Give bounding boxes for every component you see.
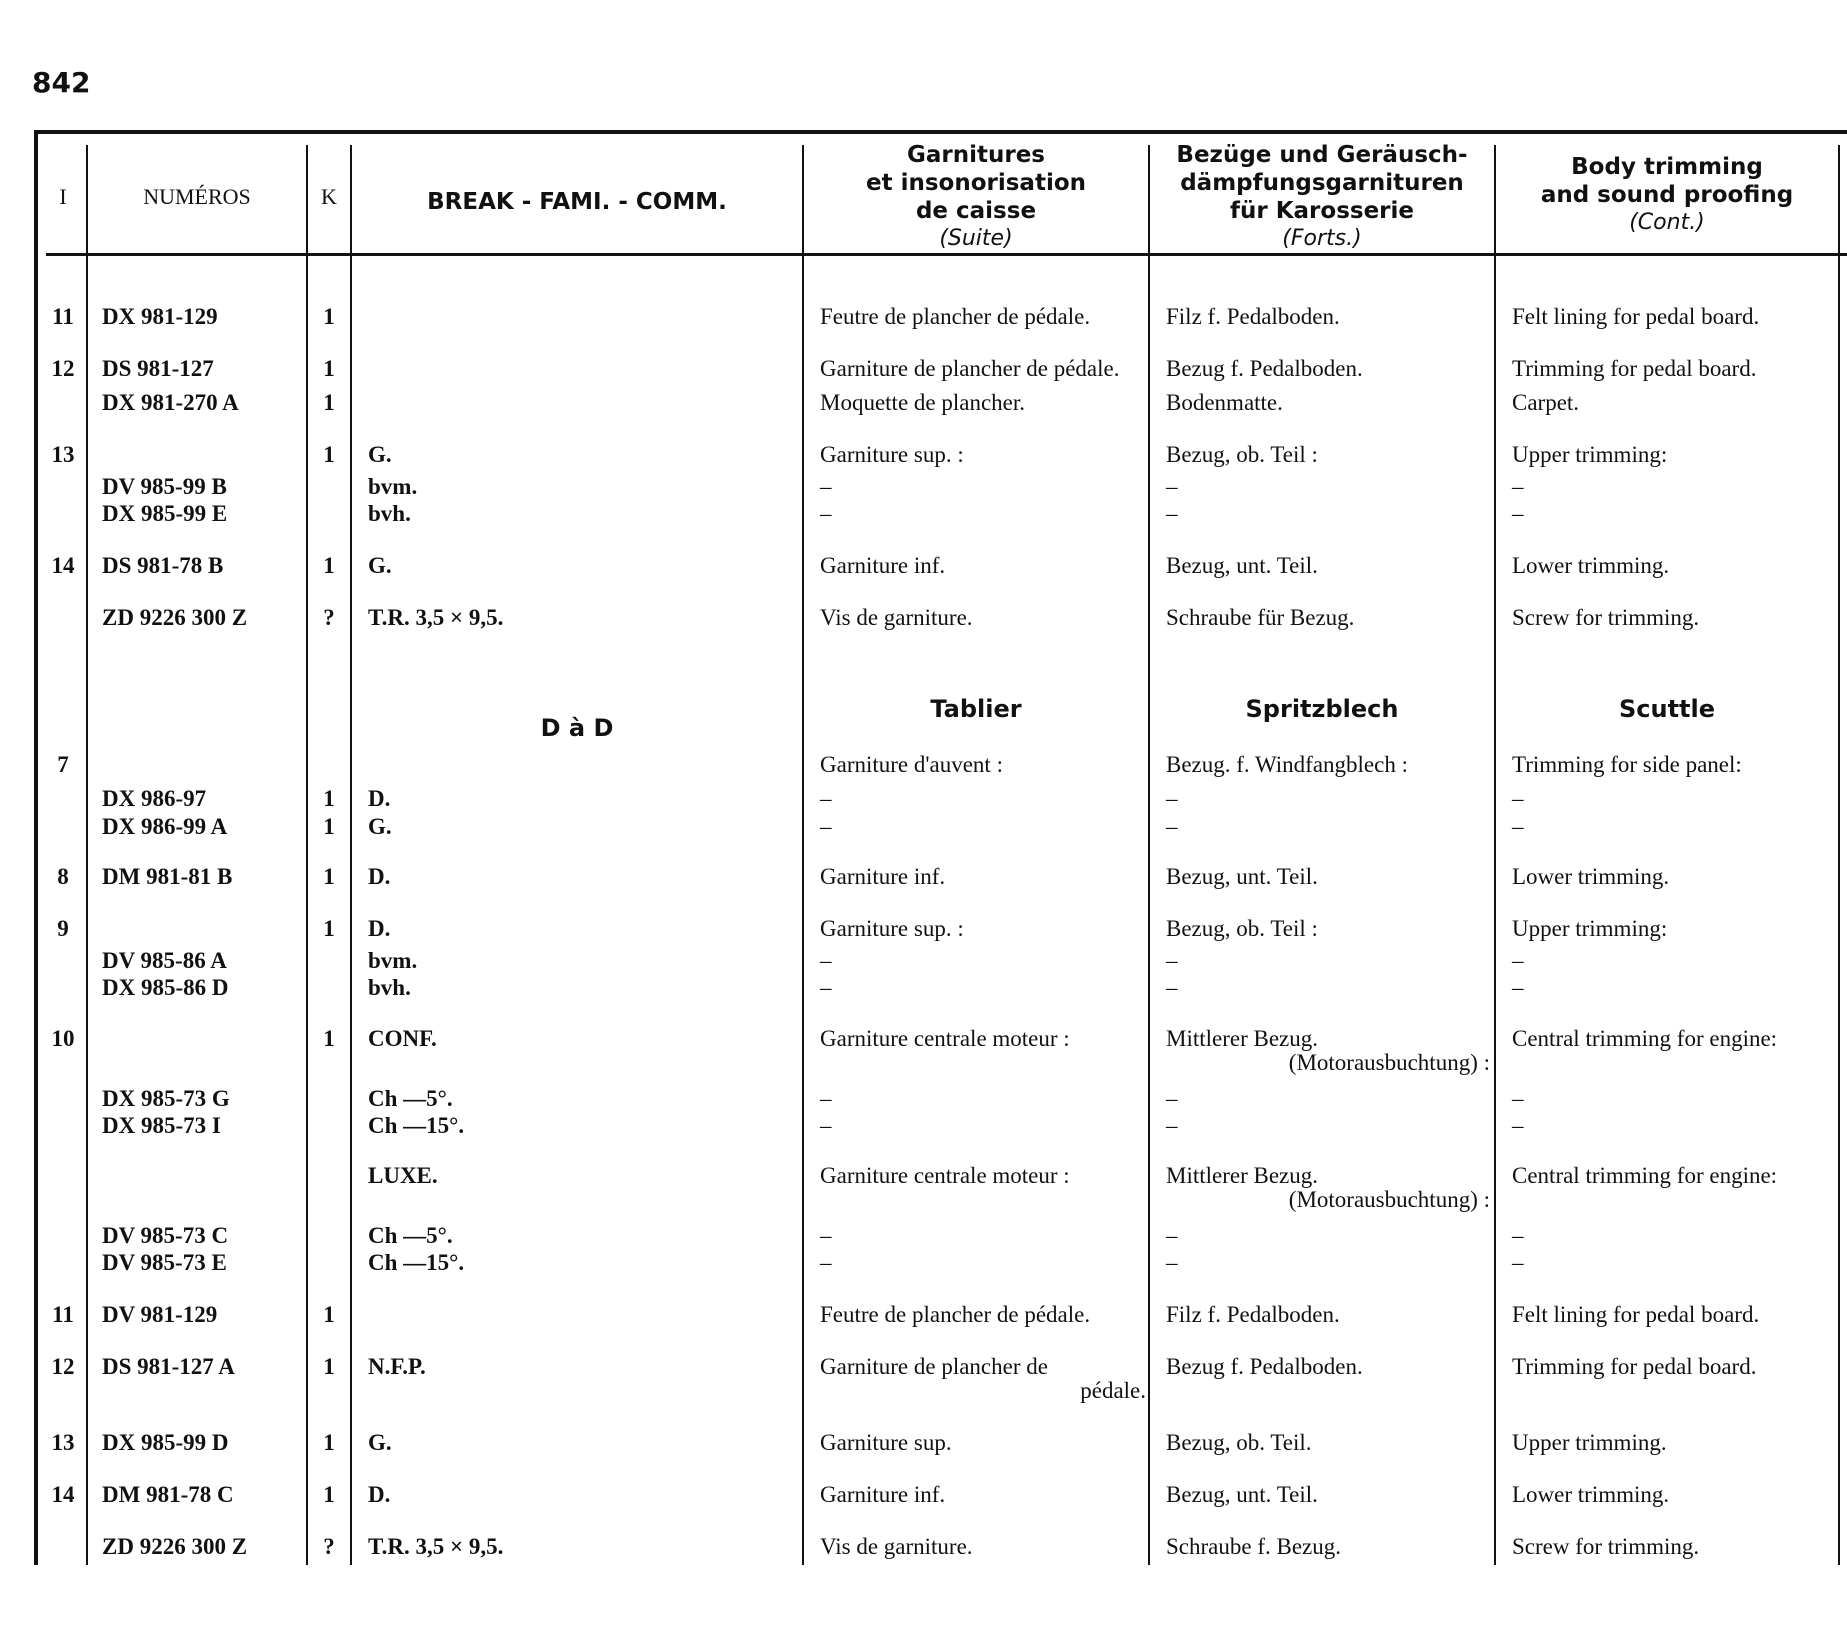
table-top-rule xyxy=(34,130,1847,134)
cell-fr: – xyxy=(820,948,832,973)
cell-num: DS 981-78 B xyxy=(102,553,224,578)
cell-num: ZD 9226 300 Z xyxy=(102,1534,248,1559)
cell-de: Bezug f. Pedalboden. xyxy=(1166,356,1363,381)
cell-de-continuation: (Motorausbuchtung) : xyxy=(1288,1187,1490,1212)
page-number: 842 xyxy=(32,66,91,99)
cell-k: 1 xyxy=(323,1482,335,1507)
cell-var: G. xyxy=(368,1430,392,1455)
cell-num: DX 986-99 A xyxy=(102,814,228,839)
cell-k: 1 xyxy=(323,553,335,578)
cell-de: – xyxy=(1166,948,1178,973)
cell-en: – xyxy=(1512,1250,1524,1275)
cell-num: DX 981-129 xyxy=(102,304,218,329)
cell-de: Mittlerer Bezug. xyxy=(1166,1163,1319,1188)
cell-de: Bezug, ob. Teil : xyxy=(1166,916,1318,941)
cell-var: G. xyxy=(368,553,392,578)
cell-fr: – xyxy=(820,501,832,526)
cell-de: Bezug f. Pedalboden. xyxy=(1166,1354,1363,1379)
header-fr-line1: Garnitures xyxy=(907,142,1045,168)
cell-k: ? xyxy=(323,605,335,630)
cell-fr: – xyxy=(820,814,832,839)
cell-de: Bezug, ob. Teil : xyxy=(1166,442,1318,467)
header-numeros: NUMÉROS xyxy=(143,184,251,209)
cell-k: 1 xyxy=(323,1026,335,1051)
cell-de: Bezug, ob. Teil. xyxy=(1166,1430,1312,1455)
cell-fr-continuation: pédale. xyxy=(1080,1378,1146,1403)
cell-de: Bezug, unt. Teil. xyxy=(1166,864,1318,889)
header-en xyxy=(1496,153,1838,237)
cell-de: Bodenmatte. xyxy=(1166,390,1283,415)
cell-ref: 11 xyxy=(52,304,74,329)
cell-fr: Feutre de plancher de pédale. xyxy=(820,304,1091,329)
header-fr-line2: et insonorisation xyxy=(865,170,1087,196)
cell-ref: 14 xyxy=(51,1482,75,1507)
cell-en: Upper trimming. xyxy=(1512,1430,1667,1455)
cell-fr: – xyxy=(820,975,832,1000)
cell-en: Central trimming for engine: xyxy=(1512,1163,1778,1188)
cell-ref: 12 xyxy=(51,356,75,381)
cell-en: Trimming for pedal board. xyxy=(1512,356,1757,381)
cell-ref: 11 xyxy=(52,1302,74,1327)
cell-en: Trimming for pedal board. xyxy=(1512,1354,1757,1379)
cell-fr: Garniture de plancher de pédale. xyxy=(820,356,1120,381)
header-fr-line3: de caisse xyxy=(915,198,1037,224)
cell-fr: Garniture centrale moteur : xyxy=(820,1026,1070,1051)
cell-en: Carpet. xyxy=(1512,390,1580,415)
cell-k: 1 xyxy=(323,916,335,941)
cell-de: – xyxy=(1166,1113,1178,1138)
cell-var: G. xyxy=(368,442,392,467)
header-k: K xyxy=(321,184,337,209)
cell-var: Ch —15°. xyxy=(368,1113,465,1138)
cell-de-continuation: (Motorausbuchtung) : xyxy=(1288,1050,1490,1075)
cell-var: D. xyxy=(368,916,391,941)
cell-num: DV 985-73 E xyxy=(102,1250,227,1275)
cell-fr: Garniture inf. xyxy=(820,553,946,578)
cell-en: – xyxy=(1512,786,1524,811)
cell-ref: 12 xyxy=(51,1354,75,1379)
cell-ref: 7 xyxy=(57,752,69,777)
header-de-line4: (Forts.) xyxy=(1282,226,1362,251)
cell-de: – xyxy=(1166,814,1178,839)
cell-k: 1 xyxy=(323,1302,335,1327)
cell-fr: Vis de garniture. xyxy=(820,605,973,630)
header-de-line3: für Karosserie xyxy=(1229,198,1415,224)
cell-var: bvh. xyxy=(368,501,411,526)
cell-de: Bezug, unt. Teil. xyxy=(1166,553,1318,578)
cell-var: T.R. 3,5 × 9,5. xyxy=(368,1534,504,1559)
cell-en: – xyxy=(1512,975,1524,1000)
cell-var: bvm. xyxy=(368,948,418,973)
cell-k: 1 xyxy=(323,356,335,381)
cell-fr: Garniture centrale moteur : xyxy=(820,1163,1070,1188)
cell-fr: Moquette de plancher. xyxy=(820,390,1026,415)
cell-en: Trimming for side panel: xyxy=(1512,752,1742,777)
cell-de: – xyxy=(1166,474,1178,499)
cell-en: Felt lining for pedal board. xyxy=(1512,1302,1760,1327)
cell-de: Schraube f. Bezug. xyxy=(1166,1534,1341,1559)
cell-var: Ch —15°. xyxy=(368,1250,465,1275)
section-title-fr: Tablier xyxy=(930,695,1022,723)
cell-ref: 13 xyxy=(51,1430,75,1455)
cell-var: CONF. xyxy=(368,1026,437,1051)
cell-en: – xyxy=(1512,474,1524,499)
section-title-variant: D à D xyxy=(540,714,614,742)
cell-en: – xyxy=(1512,1113,1524,1138)
cell-fr: Garniture sup. : xyxy=(820,916,964,941)
cell-num: DX 985-99 E xyxy=(102,501,228,526)
cell-fr: Garniture inf. xyxy=(820,864,946,889)
cell-fr: – xyxy=(820,1086,832,1111)
cell-de: – xyxy=(1166,1086,1178,1111)
cell-num: ZD 9226 300 Z xyxy=(102,605,248,630)
cell-var: bvm. xyxy=(368,474,418,499)
cell-var: T.R. 3,5 × 9,5. xyxy=(368,605,504,630)
cell-fr: – xyxy=(820,1250,832,1275)
cell-k: 1 xyxy=(323,786,335,811)
header-fr-line4: (Suite) xyxy=(939,226,1013,251)
cell-de: – xyxy=(1166,1250,1178,1275)
cell-num: DV 985-86 A xyxy=(102,948,227,973)
cell-en: Upper trimming: xyxy=(1512,442,1668,467)
cell-en: – xyxy=(1512,501,1524,526)
cell-var: G. xyxy=(368,814,392,839)
cell-var: N.F.P. xyxy=(368,1354,426,1379)
cell-de: Schraube für Bezug. xyxy=(1166,605,1355,630)
cell-de: Bezug, unt. Teil. xyxy=(1166,1482,1318,1507)
cell-en: Felt lining for pedal board. xyxy=(1512,304,1760,329)
cell-ref: 14 xyxy=(51,553,75,578)
cell-num: DX 985-99 D xyxy=(102,1430,229,1455)
header-bottom-rule xyxy=(46,253,1847,256)
cell-fr: Garniture inf. xyxy=(820,1482,946,1507)
cell-de: – xyxy=(1166,975,1178,1000)
cell-de: – xyxy=(1166,1223,1178,1248)
cell-var: D. xyxy=(368,1482,391,1507)
cell-var: LUXE. xyxy=(368,1163,438,1188)
cell-ref: 10 xyxy=(51,1026,75,1051)
cell-de: Filz f. Pedalboden. xyxy=(1166,304,1340,329)
header-de-line1: Bezüge und Geräusch- xyxy=(1176,142,1468,168)
header-fr xyxy=(804,141,1148,253)
cell-ref: 9 xyxy=(57,916,69,941)
cell-de: – xyxy=(1166,501,1178,526)
cell-k: 1 xyxy=(323,1354,335,1379)
cell-ref: 13 xyxy=(51,442,75,467)
cell-fr: Feutre de plancher de pédale. xyxy=(820,1302,1091,1327)
col-divider-variant xyxy=(350,145,352,1565)
header-en-line3: (Cont.) xyxy=(1629,210,1705,235)
header-en-line1: Body trimming xyxy=(1571,154,1763,180)
cell-en: – xyxy=(1512,814,1524,839)
cell-de: Mittlerer Bezug. xyxy=(1166,1026,1319,1051)
cell-en: Lower trimming. xyxy=(1512,553,1670,578)
cell-fr: – xyxy=(820,474,832,499)
cell-fr: Garniture d'auvent : xyxy=(820,752,1003,777)
cell-num: DS 981-127 xyxy=(102,356,214,381)
cell-num: DX 985-73 G xyxy=(102,1086,230,1111)
header-ref: I xyxy=(59,184,67,209)
cell-num: DS 981-127 A xyxy=(102,1354,235,1379)
cell-var: Ch —5°. xyxy=(368,1223,453,1248)
cell-num: DM 981-78 C xyxy=(102,1482,234,1507)
cell-num: DX 986-97 xyxy=(102,786,207,811)
header-en-line2: and sound proofing xyxy=(1540,182,1794,208)
cell-en: – xyxy=(1512,948,1524,973)
cell-fr: Garniture de plancher de xyxy=(820,1354,1048,1379)
cell-num: DV 985-73 C xyxy=(102,1223,229,1248)
cell-var: D. xyxy=(368,786,391,811)
cell-var: bvh. xyxy=(368,975,411,1000)
cell-ref: 8 xyxy=(57,864,69,889)
section-title-en: Scuttle xyxy=(1618,695,1716,723)
cell-fr: – xyxy=(820,786,832,811)
cell-fr: Garniture sup. : xyxy=(820,442,964,467)
cell-en: Lower trimming. xyxy=(1512,1482,1670,1507)
cell-en: – xyxy=(1512,1086,1524,1111)
cell-en: – xyxy=(1512,1223,1524,1248)
header-de xyxy=(1150,141,1494,253)
col-divider-fr xyxy=(802,145,804,1565)
cell-num: DV 981-129 xyxy=(102,1302,218,1327)
cell-en: Lower trimming. xyxy=(1512,864,1670,889)
header-variant: BREAK - FAMI. - COMM. xyxy=(427,189,727,215)
header-de-line2: dämpfungsgarnituren xyxy=(1180,170,1464,196)
cell-k: 1 xyxy=(323,864,335,889)
cell-fr: – xyxy=(820,1113,832,1138)
cell-k: ? xyxy=(323,1534,335,1559)
cell-var: Ch —5°. xyxy=(368,1086,453,1111)
cell-var: D. xyxy=(368,864,391,889)
cell-k: 1 xyxy=(323,390,335,415)
cell-en: Screw for trimming. xyxy=(1512,1534,1700,1559)
cell-k: 1 xyxy=(323,304,335,329)
cell-num: DX 985-73 I xyxy=(102,1113,221,1138)
cell-en: Central trimming for engine: xyxy=(1512,1026,1778,1051)
cell-en: Screw for trimming. xyxy=(1512,605,1700,630)
cell-fr: Vis de garniture. xyxy=(820,1534,973,1559)
cell-k: 1 xyxy=(323,814,335,839)
cell-fr: – xyxy=(820,1223,832,1248)
section-title-de: Spritzblech xyxy=(1245,695,1399,723)
cell-de: Bezug. f. Windfangblech : xyxy=(1166,752,1408,777)
table-left-border xyxy=(34,130,38,1565)
cell-de: – xyxy=(1166,786,1178,811)
cell-fr: Garniture sup. xyxy=(820,1430,952,1455)
cell-k: 1 xyxy=(323,442,335,467)
cell-k: 1 xyxy=(323,1430,335,1455)
col-divider-numeros xyxy=(86,145,88,1565)
cell-num: DV 985-99 B xyxy=(102,474,227,499)
cell-de: Filz f. Pedalboden. xyxy=(1166,1302,1340,1327)
cell-num: DM 981-81 B xyxy=(102,864,233,889)
cell-num: DX 985-86 D xyxy=(102,975,229,1000)
cell-en: Upper trimming: xyxy=(1512,916,1668,941)
cell-num: DX 981-270 A xyxy=(102,390,239,415)
